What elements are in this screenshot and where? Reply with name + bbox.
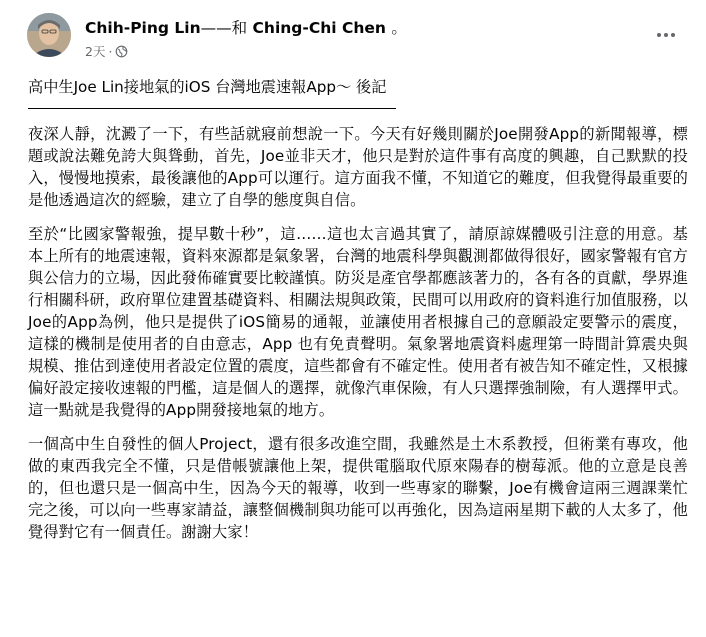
- post-title: 高中生Joe Lin接地氣的iOS 台灣地震速報App～ 後記: [28, 78, 387, 96]
- title-underline: [28, 108, 396, 109]
- more-dot: [657, 33, 661, 37]
- name-separator: ——: [200, 19, 232, 37]
- author-line: [85, 16, 407, 38]
- post-timestamp[interactable]: 2天: [85, 44, 106, 59]
- more-options-icon[interactable]: [652, 26, 680, 44]
- post-paragraph: 一個高中生自發性的個人Project，還有很多改進空間，我雖然是土木系教授，但術業有專攻，他做的東西我完全不懂，只是借帳號讓他上架，提供電腦取代原來陽春的樹莓派。他的立意是良善的，但也還只是一個高中生，因為今天的報導，收到一些專家的聯繫，Joe有機會這兩三週課業忙完之後，可以向一些專家請益，讓整個機制與功能可以再強化，因為這兩星期下載的人太多了，他覺得對它有一個責任。謝謝大家！: [28, 435, 688, 541]
- author-avatar[interactable]: [27, 13, 71, 57]
- more-dot: [664, 33, 668, 37]
- meta-dot: ·: [108, 43, 113, 59]
- post-meta: [85, 42, 128, 60]
- avatar-photo: [27, 13, 71, 57]
- with-label: 和: [231, 19, 248, 37]
- author-name[interactable]: Chih-Ping Lin: [85, 19, 201, 37]
- tagged-user-name[interactable]: Ching-Chi Chen: [252, 19, 386, 37]
- post-paragraph: 夜深人靜，沈澱了一下，有些話就寢前想說一下。今天有好幾則關於Joe開發App的新聞報導，標題或說法難免誇大與聳動，首先，Joe並非天才，他只是對於這件事有高度的興趣，自己默默的投入，慢慢地摸索，最後讓他的App可以運行。這方面我不懂，不知道它的難度，但我覺得最重要的是他透過這次的經驗，建立了自學的態度與自信。: [28, 125, 688, 209]
- post-header: [27, 13, 686, 65]
- trailing-symbol: 。: [391, 19, 407, 37]
- globe-icon[interactable]: [115, 45, 128, 58]
- post-paragraph: 至於“比國家警報強，提早數十秒”，這……這也太言過其實了，請原諒媒體吸引注意的用意。基本上所有的地震速報，資料來源都是氣象署，台灣的地震科學與觀測都做得很好，國家警報有官方與公信力的立場，因此發佈確實要比較謹慎。防災是產官學都應該著力的，各有各的貢獻，學界進行相關科研，政府單位建置基礎資料、相關法規與政策，民間可以用政府的資料進行加值服務，以Joe的App為例，他只是提供了iOS簡易的通報，並讓使用者根據自己的意願設定要警示的震度，這樣的機制是使用者的自由意志，App 也有免責聲明。氣象署地震資料處理第一時間計算震央與規模、推估到達使用者設定位置的震度，這些都會有不確定性。使用者有被告知不確定性，又根據偏好設定接收速報的門檻，這是個人的選擇，就像汽車保險，有人只選擇強制險，有人選擇甲式。這一點就是我覺得的App開發接地氣的地方。: [28, 225, 688, 419]
- post-body: [28, 76, 688, 555]
- more-dot: [671, 33, 675, 37]
